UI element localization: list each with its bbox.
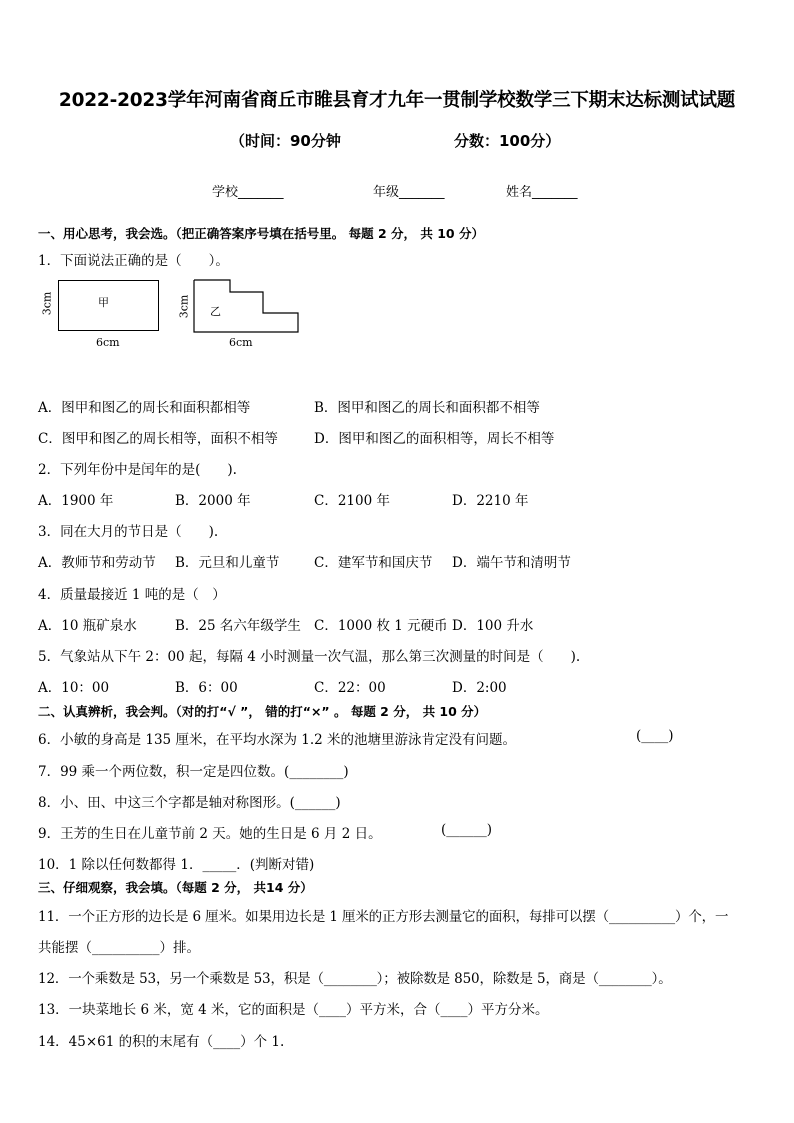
- q3-option-a: A．教师节和劳动节: [38, 555, 156, 571]
- q1-option-d: D．图甲和图乙的面积相等，周长不相等: [314, 431, 555, 447]
- step-yi-width-label: 6cm: [229, 336, 253, 349]
- question-1: 1．下面说法正确的是（ ）。: [38, 253, 229, 269]
- question-14: 14．45×61 的积的末尾有（____）个 1.: [38, 1034, 285, 1050]
- question-7: 7．99 乘一个两位数，积一定是四位数。(________): [38, 764, 349, 780]
- q5-option-a: A．10：00: [38, 680, 110, 696]
- section-1-title: 一、用心思考，我会选。（把正确答案序号填在括号里。 每题 2 分， 共 10 分）: [38, 226, 484, 241]
- question-10: 10．1 除以任何数都得 1．_____．(判断对错): [38, 857, 315, 873]
- question-6-blank: (____): [636, 728, 674, 744]
- q1-option-c: C．图甲和图乙的周长相等，面积不相等: [38, 431, 278, 447]
- question-5: 5．气象站从下午 2：00 起，每隔 4 小时测量一次气温，那么第三次测量的时间是（ ).: [38, 649, 581, 665]
- q5-option-b: B．6：00: [175, 680, 238, 696]
- rect-jia-height-label: 3cm: [40, 291, 54, 316]
- q2-option-d: D．2210 年: [452, 493, 529, 509]
- question-3: 3．同在大月的节日是（ ).: [38, 524, 219, 540]
- q5-option-d: D．2:00: [452, 680, 507, 696]
- rect-jia-width-label: 6cm: [96, 336, 120, 349]
- rect-jia-label: 甲: [98, 296, 109, 309]
- q5-option-c: C．22：00: [314, 680, 386, 696]
- question-13: 13．一块菜地长 6 米，宽 4 米，它的面积是（____）平方米，合（____）平方分米。: [38, 1002, 549, 1018]
- q1-option-a: A．图甲和图乙的周长和面积都相等: [38, 400, 251, 416]
- school-field: 学校_______: [212, 185, 284, 200]
- q4-option-b: B．25 名六年级学生: [175, 618, 301, 634]
- q1-option-b: B．图甲和图乙的周长和面积都不相等: [314, 400, 540, 416]
- grade-field: 年级_______: [373, 185, 445, 200]
- question-2: 2．下列年份中是闰年的是( ).: [38, 462, 237, 478]
- question-8: 8．小、田、中这三个字都是轴对称图形。(______): [38, 795, 341, 811]
- section-2-title: 二、认真辨析，我会判。（对的打“√ ”， 错的打“×” 。 每题 2 分， 共 10 分）: [38, 704, 487, 719]
- question-6: 6．小敏的身高是 135 厘米，在平均水深为 1.2 米的池塘里游泳肯定没有问题。: [38, 732, 516, 748]
- question-12: 12．一个乘数是 53，另一个乘数是 53，积是（________）；被除数是 850，除数是 5，商是（________）。: [38, 971, 672, 987]
- step-yi-label: 乙: [210, 305, 221, 318]
- step-yi-height-label: 3cm: [177, 294, 191, 319]
- page-title: 2022-2023学年河南省商丘市睢县育才九年一贯制学校数学三下期末达标测试试题: [58, 90, 736, 111]
- name-field: 姓名_______: [506, 185, 578, 200]
- q4-option-a: A．10 瓶矿泉水: [38, 618, 137, 634]
- question-11-continued: 共能摆（__________）排。: [38, 940, 200, 956]
- exam-score: 分数：100分）: [454, 132, 561, 150]
- q4-option-d: D．100 升水: [452, 618, 534, 634]
- q2-option-c: C．2100 年: [314, 493, 390, 509]
- section-3-title: 三、仔细观察，我会填。（每题 2 分， 共14 分）: [38, 880, 313, 895]
- q2-option-b: B．2000 年: [175, 493, 251, 509]
- q2-option-a: A．1900 年: [38, 493, 114, 509]
- q3-option-b: B．元旦和儿童节: [175, 555, 280, 571]
- exam-time: （时间：90分钟: [230, 132, 341, 150]
- question-11: 11．一个正方形的边长是 6 厘米。如果用边长是 1 厘米的正方形去测量它的面积，每排可以摆（__________）个，一: [38, 909, 729, 925]
- question-9: 9．王芳的生日在儿童节前 2 天。她的生日是 6 月 2 日。: [38, 826, 382, 842]
- question-9-blank: (______): [441, 822, 493, 838]
- q3-option-c: C．建军节和国庆节: [314, 555, 433, 571]
- question-4: 4．质量最接近 1 吨的是（ ）: [38, 587, 226, 603]
- q3-option-d: D．端午节和清明节: [452, 555, 571, 571]
- q4-option-c: C．1000 枚 1 元硬币: [314, 618, 448, 634]
